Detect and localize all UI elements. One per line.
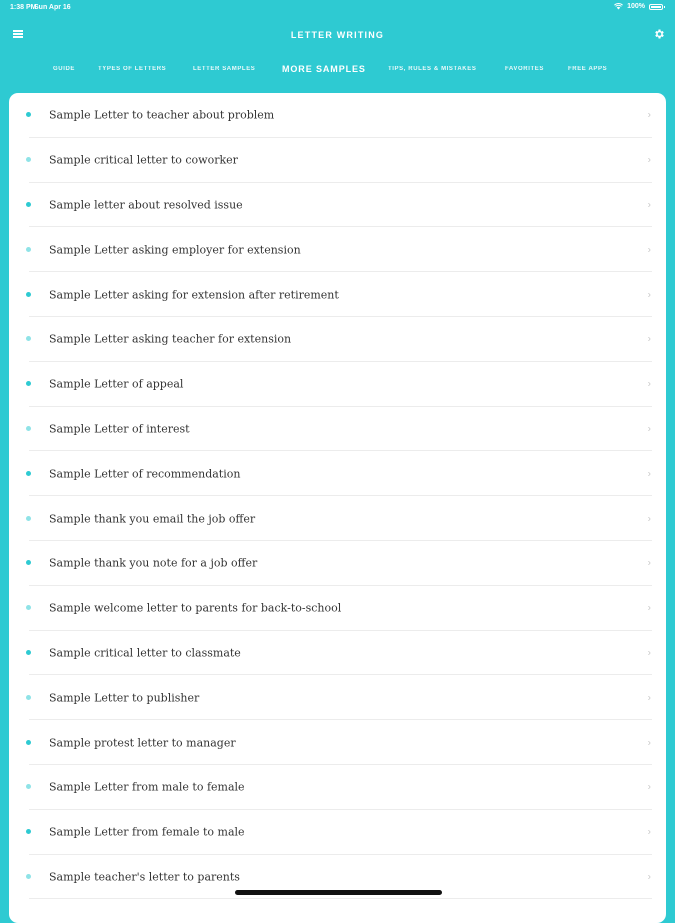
chevron-right-icon: › bbox=[647, 289, 651, 301]
status-bar bbox=[0, 0, 675, 16]
list-item-label: Sample Letter of interest bbox=[49, 422, 190, 436]
chevron-right-icon: › bbox=[647, 513, 651, 525]
bullet-dot-icon bbox=[26, 695, 31, 700]
bullet-dot-icon bbox=[26, 426, 31, 431]
bullet-dot-icon bbox=[26, 157, 31, 162]
chevron-right-icon: › bbox=[647, 781, 651, 793]
list-item[interactable] bbox=[9, 496, 666, 541]
bullet-dot-icon bbox=[26, 605, 31, 610]
home-indicator[interactable] bbox=[235, 890, 442, 895]
chevron-right-icon: › bbox=[647, 737, 651, 749]
list-item[interactable] bbox=[9, 765, 666, 810]
gear-icon[interactable] bbox=[653, 28, 665, 40]
bullet-dot-icon bbox=[26, 202, 31, 207]
bullet-dot-icon bbox=[26, 560, 31, 565]
list-item-label: Sample Letter of appeal bbox=[49, 377, 184, 391]
list-item-label: Sample teacher's letter to parents bbox=[49, 870, 240, 884]
list-item[interactable] bbox=[9, 675, 666, 720]
chevron-right-icon: › bbox=[647, 692, 651, 704]
tab-bar bbox=[0, 66, 675, 82]
app-title: LETTER WRITING bbox=[290, 30, 385, 40]
list-item-label: Sample Letter to teacher about problem bbox=[49, 108, 275, 122]
bullet-dot-icon bbox=[26, 829, 31, 834]
chevron-right-icon: › bbox=[647, 602, 651, 614]
tab-tips-rules-mistakes[interactable]: TIPS, RULES & MISTAKES bbox=[388, 66, 477, 72]
chevron-right-icon: › bbox=[647, 423, 651, 435]
list-item-label: Sample letter about resolved issue bbox=[49, 198, 243, 212]
nav-bar bbox=[0, 22, 675, 48]
chevron-right-icon: › bbox=[647, 199, 651, 211]
tab-guide[interactable]: GUIDE bbox=[53, 66, 76, 72]
chevron-right-icon: › bbox=[647, 154, 651, 166]
chevron-right-icon: › bbox=[647, 468, 651, 480]
list-item[interactable] bbox=[9, 138, 666, 183]
list-item-label: Sample Letter of recommendation bbox=[49, 467, 241, 481]
chevron-right-icon: › bbox=[647, 557, 651, 569]
battery-icon bbox=[649, 4, 663, 10]
chevron-right-icon: › bbox=[647, 378, 651, 390]
bullet-dot-icon bbox=[26, 381, 31, 386]
chevron-right-icon: › bbox=[647, 826, 651, 838]
bullet-dot-icon bbox=[26, 247, 31, 252]
samples-list bbox=[9, 93, 666, 899]
bullet-dot-icon bbox=[26, 471, 31, 476]
wifi-icon bbox=[614, 3, 623, 10]
list-item[interactable] bbox=[9, 317, 666, 362]
list-item-label: Sample protest letter to manager bbox=[49, 736, 236, 750]
tab-types-of-letters[interactable]: TYPES OF LETTERS bbox=[98, 66, 167, 72]
bullet-dot-icon bbox=[26, 874, 31, 879]
tab-free-apps[interactable]: FREE APPS bbox=[568, 66, 608, 72]
list-item-label: Sample critical letter to classmate bbox=[49, 646, 241, 660]
list-item[interactable] bbox=[9, 631, 666, 676]
status-date: Sun Apr 16 bbox=[34, 4, 71, 11]
list-item-label: Sample thank you email the job offer bbox=[49, 512, 256, 526]
bullet-dot-icon bbox=[26, 740, 31, 745]
list-item[interactable] bbox=[9, 272, 666, 317]
tab-letter-samples[interactable]: LETTER SAMPLES bbox=[193, 66, 256, 72]
bullet-dot-icon bbox=[26, 292, 31, 297]
battery-percent: 100% bbox=[627, 3, 645, 10]
list-item[interactable] bbox=[9, 451, 666, 496]
list-item-label: Sample Letter to publisher bbox=[49, 691, 200, 705]
list-item[interactable] bbox=[9, 93, 666, 138]
list-item-label: Sample Letter from female to male bbox=[49, 825, 245, 839]
list-item[interactable] bbox=[9, 720, 666, 765]
chevron-right-icon: › bbox=[647, 244, 651, 256]
bullet-dot-icon bbox=[26, 112, 31, 117]
bullet-dot-icon bbox=[26, 516, 31, 521]
list-item[interactable] bbox=[9, 586, 666, 631]
list-item[interactable] bbox=[9, 810, 666, 855]
chevron-right-icon: › bbox=[647, 333, 651, 345]
list-item[interactable] bbox=[9, 227, 666, 272]
tab-more-samples[interactable]: MORE SAMPLES bbox=[282, 64, 366, 74]
list-item[interactable] bbox=[9, 362, 666, 407]
bullet-dot-icon bbox=[26, 650, 31, 655]
list-item-label: Sample thank you note for a job offer bbox=[49, 556, 258, 570]
status-time: 1:38 PM bbox=[10, 4, 37, 11]
list-item-label: Sample Letter asking employer for extension bbox=[49, 243, 301, 257]
list-item[interactable] bbox=[9, 183, 666, 228]
chevron-right-icon: › bbox=[647, 109, 651, 121]
samples-list-card bbox=[9, 93, 666, 923]
list-item[interactable] bbox=[9, 407, 666, 452]
status-indicators bbox=[614, 3, 663, 10]
list-item-label: Sample Letter asking teacher for extension bbox=[49, 332, 292, 346]
bullet-dot-icon bbox=[26, 336, 31, 341]
chevron-right-icon: › bbox=[647, 647, 651, 659]
list-item-label: Sample Letter from male to female bbox=[49, 780, 245, 794]
list-item-label: Sample welcome letter to parents for back-to-school bbox=[49, 601, 342, 615]
list-item[interactable] bbox=[9, 541, 666, 586]
list-item-label: Sample Letter asking for extension after retirement bbox=[49, 288, 339, 302]
bullet-dot-icon bbox=[26, 784, 31, 789]
chevron-right-icon: › bbox=[647, 871, 651, 883]
tab-favorites[interactable]: FAVORITES bbox=[505, 66, 544, 72]
list-item-label: Sample critical letter to coworker bbox=[49, 153, 238, 167]
